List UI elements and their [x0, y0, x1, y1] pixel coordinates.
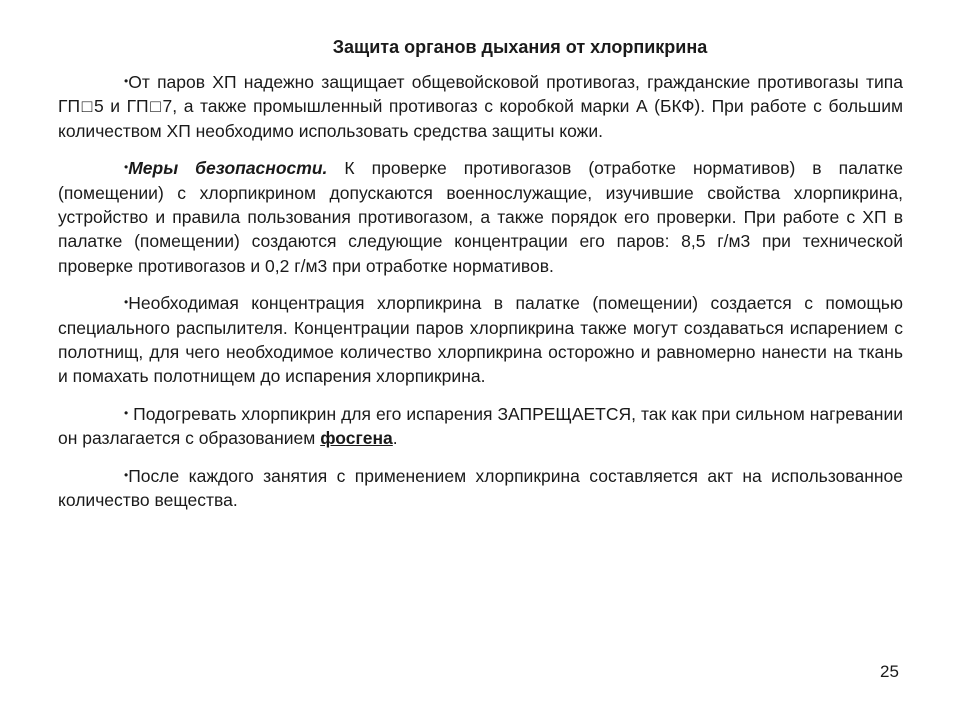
page-number: 25: [880, 662, 899, 681]
bullet-icon: •: [124, 74, 129, 88]
paragraph-protection: [58, 69, 903, 143]
slide-title: Защита органов дыхания от хлорпикрина: [332, 37, 708, 57]
paragraph-text: От паров ХП надежно защищает общевойсковой противогаз, гражданские противогазы типа ГП□5 и ГП□7, а также промышленный противогаз с коробкой марки А (БКФ). При работе с большим количеством ХП необходимо использовать средства защиты кожи.: [58, 72, 903, 141]
paragraph-tail: .: [392, 428, 398, 449]
bullet-icon: •: [124, 467, 129, 482]
paragraph-heating-warning: [58, 401, 903, 451]
paragraph-text: Подогревать хлорпикрин для его испарения ЗАПРЕЩАЕТСЯ, так как при сильном нагревании он разлагается с образованием: [58, 403, 903, 449]
bullet-icon: •: [124, 295, 129, 310]
paragraph-safety-measures: [58, 155, 903, 278]
bullet-icon: •: [124, 405, 129, 420]
paragraph-text: После каждого занятия с применением хлорпикрина составляется акт на использованное количество вещества.: [58, 465, 903, 511]
phosgene-link[interactable]: фосгена: [320, 428, 393, 449]
paragraph-text: К проверке противогазов (отработке нормативов) в палатке (помещении) с хлорпикрином допускаются военнослужащие, изучившие свойства хлорпикрина, устройство и правила пользования противогазом, а также порядок его проверки. При работе с ХП в палатке (помещении) создаются следующие концентрации его паров: 8,5 г/м3 при технической проверке противогазов и 0,2 г/м3 при отработке нормативов.: [58, 158, 903, 276]
paragraph-report: [58, 463, 903, 513]
bullet-icon: •: [124, 160, 129, 175]
slide-content: [58, 69, 903, 525]
safety-measures-heading: Меры безопасности.: [128, 158, 328, 179]
paragraph-concentration: [58, 290, 903, 389]
paragraph-text: Необходимая концентрация хлорпикрина в палатке (помещении) создается с помощью специального распылителя. Концентрации паров хлорпикрина также могут создаваться испарением с полотнищ, для чего необходимое количество хлорпикрина осторожно и равномерно нанести на ткань и помахать полотнищем до испарения хлорпикрина.: [58, 293, 903, 387]
